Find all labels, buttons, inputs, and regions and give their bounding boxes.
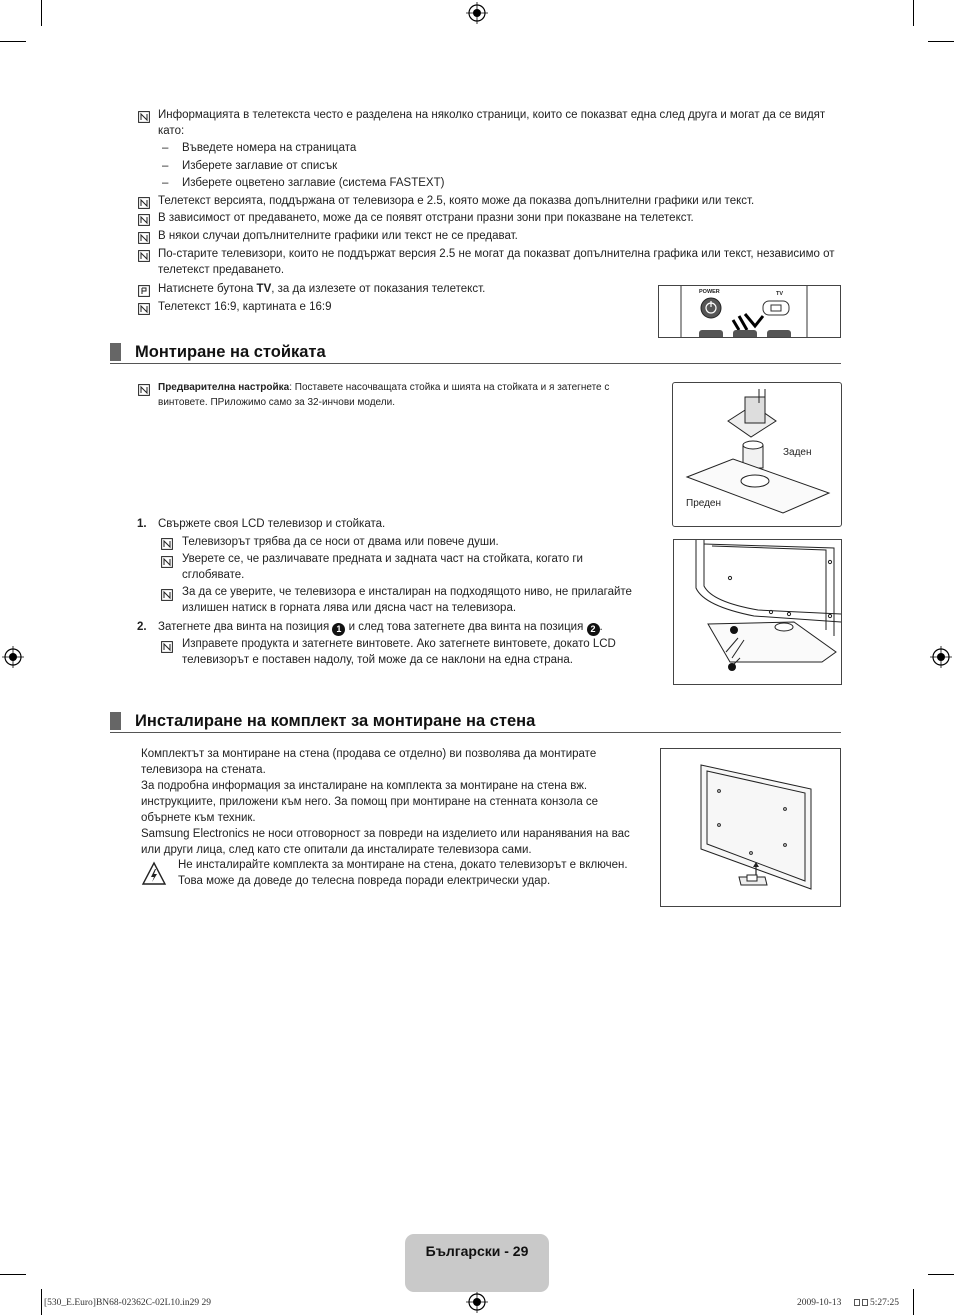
registration-mark-icon <box>930 646 952 668</box>
position-2-badge: 2 <box>587 623 600 636</box>
wall-mount-warning: Не инсталирайте комплекта за монтиране на стена, докато телевизорът е включен. Това може да доведе до телесна повреда поради електрически удар. <box>178 859 628 887</box>
note-icon <box>138 214 150 226</box>
note-icon <box>138 250 150 262</box>
registration-mark-icon <box>466 1291 488 1313</box>
note-icon <box>161 641 173 653</box>
wall-mount-illustration <box>660 748 841 907</box>
crop-mark <box>913 1289 914 1315</box>
teletext-note-blank-areas: В зависимост от предаването, може да се появят отстрани празни зони при показване на телетекст. <box>158 212 694 224</box>
crop-mark <box>0 1274 26 1275</box>
step-text: Затегнете два винта на позиция 1 и след това затегнете два винта на позиция 2 . <box>158 621 603 634</box>
note-icon <box>138 111 150 123</box>
note-icon <box>161 556 173 568</box>
step-number: 1. <box>137 518 147 530</box>
note-icon <box>138 232 150 244</box>
position-1-badge: 1 <box>332 623 345 636</box>
registration-mark-icon <box>2 646 24 668</box>
crop-mark <box>0 41 26 42</box>
page-number-tab <box>405 1234 549 1292</box>
step-2 <box>137 620 667 636</box>
tv-stand-screws-illustration <box>673 539 842 685</box>
step2-note-upright: Изправете продукта и затегнете винтовете. Ако затегнете винтовете, докато LCD телевизорът е поставен надолу, той може да се наклони на една страна. <box>182 638 616 666</box>
note-text: Информацията в телетекста често е разделена на няколко страници, които се показват една след друга и могат да се видят като: <box>158 109 826 137</box>
wall-mount-drawing <box>661 749 840 906</box>
crop-mark <box>41 0 42 26</box>
step-number: 2. <box>137 621 147 633</box>
tv-stand-drawing <box>674 540 841 684</box>
step1-note-two-people: Телевизорът трябва да се носи от двама или повече души. <box>182 536 499 548</box>
teletext-note-not-transmitted: В някои случаи допълнителните графики или текст не се предават. <box>158 230 518 242</box>
remote-power-label: POWER <box>699 289 720 295</box>
button-press-icon <box>138 285 150 297</box>
dash-item: – Въведете номера на страницата <box>162 142 357 154</box>
teletext-note-169: Телетекст 16:9, картината е 16:9 <box>158 301 332 313</box>
step-1 <box>137 517 657 533</box>
section-wall-mount-header <box>110 709 841 733</box>
teletext-note-version: Телетекст версията, поддържана от телевизора е 2.5, която може да показва допълнителни графики или текст. <box>158 195 755 207</box>
section-stand-header <box>110 340 841 364</box>
note-icon <box>161 589 173 601</box>
crop-mark <box>41 1289 42 1315</box>
step1-note-front-back: Уверете се, че различавате предната и задната част на стойката, когато ги сглобявате. <box>182 553 583 581</box>
page-label: Български - 29 <box>425 1243 529 1259</box>
section-title: Монтиране на стойката <box>135 343 326 361</box>
wall-mount-paragraph-1: Комплектът за монтиране на стена (продава се отделно) ви позволява да монтирате телевизора на стената. <box>141 748 597 776</box>
note-icon <box>161 538 173 550</box>
dash-text: Изберете оцветено заглавие (система FASTEXT) <box>182 177 445 189</box>
wall-mount-paragraph-3: Samsung Electronics не носи отговорност за повреди на изделието или наранявания на вас или други лица, след като сте опитали да инсталирате телевизора сами. <box>141 828 630 856</box>
note-icon <box>138 197 150 209</box>
crop-mark <box>928 41 954 42</box>
note-icon <box>138 303 150 315</box>
dash-item: – Изберете заглавие от списък <box>162 160 338 172</box>
crop-mark <box>928 1274 954 1275</box>
dash-item: – Изберете оцветено заглавие (система FASTEXT) <box>162 177 445 189</box>
print-slug-time: 5:27:25 <box>870 1298 900 1308</box>
dash-text: Изберете заглавие от списък <box>182 160 338 172</box>
section-title: Инсталиране на комплект за монтиране на стена <box>135 712 536 730</box>
print-slug-date: 2009-10-13 <box>797 1298 842 1308</box>
section-bar <box>110 712 121 730</box>
step-text: Свържете своя LCD телевизор и стойката. <box>158 518 386 530</box>
section-bar <box>110 343 121 361</box>
remote-illustration <box>658 285 841 338</box>
warning-icon <box>141 861 167 887</box>
dash-text: Въведете номера на страницата <box>182 142 357 154</box>
step1-note-pressure: За да се уверите, че телевизора е инсталиран на подходящото ниво, не прилагайте излишен натиск в горната лява или дясна част на телевизора. <box>182 586 632 614</box>
remote-drawing <box>659 286 840 337</box>
tv-button-label: TV <box>256 283 272 295</box>
label-back: Заден <box>783 447 812 458</box>
label-front: Преден <box>686 498 722 509</box>
print-slug-marks <box>854 1297 868 1310</box>
stand-assembly-illustration <box>672 382 842 527</box>
teletext-note-pages <box>158 108 838 140</box>
teletext-note-older-tvs: По-старите телевизори, които не поддържат версия 2.5 не могат да показват допълнителна графика или текст, независимо от телетекст предаването. <box>158 248 835 276</box>
crop-mark <box>913 0 914 26</box>
wall-mount-paragraph-2: За подробна информация за инсталиране на комплекта за монтиране на стена вж. инструкциите, приложени към него. За помощ при монтиране на стенната конзола се обърнете към техник. <box>141 780 599 824</box>
remote-tv-label: TV <box>776 291 784 297</box>
print-slug-file: [530_E.Euro]BN68-02362C-02L10.in29 29 <box>44 1298 212 1308</box>
registration-mark-icon <box>466 2 488 24</box>
teletext-exit-instruction: Натиснете бутона TV, за да излезете от показания телетекст. <box>158 283 486 295</box>
note-icon <box>138 384 150 396</box>
stand-preparation-note: Предварителна настройка: Поставете насочващата стойка и шията на стойката и я затегнете с винтовете. ПРиложимо само за 32-инчови модели. <box>158 382 610 408</box>
